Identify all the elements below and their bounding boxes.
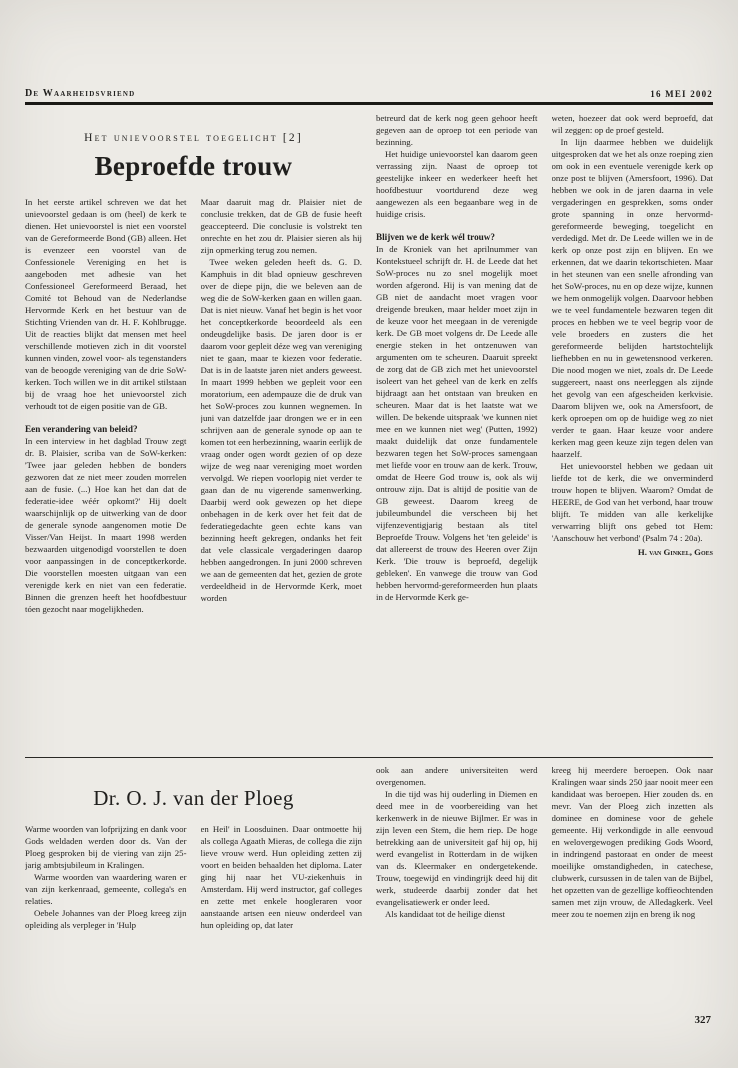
article2-column-3 bbox=[376, 764, 538, 1008]
article-beproefde-trouw bbox=[25, 112, 713, 757]
article2-column-4 bbox=[552, 764, 714, 1008]
page-number: 327 bbox=[694, 1014, 711, 1026]
issue-date: 16 MEI 2002 bbox=[650, 89, 713, 99]
article2-title: Dr. O. J. van der Ploeg bbox=[93, 786, 294, 810]
paragraph: weten, hoezeer dat ook werd beproefd, dat wil zeggen: op de proef gesteld. bbox=[551, 113, 713, 135]
article-van-der-ploeg bbox=[25, 764, 713, 1008]
paragraph: Het unievoorstel hebben we gedaan uit liefde tot de kerk, die we onverminderd trouw hopen te blijven. Waarom? Omdat de HEERE, de God van het verbond, haar trouw blijft. Te midden van alle kerkelijke verwarring blijft ons gebed tot Hem: 'Aanschouw het verbond' (Psalm 74 : 20a). bbox=[551, 461, 713, 543]
paragraph: In lijn daarmee hebben we duidelijk uitgesproken dat we het als onze roeping zien om ook in een eventuele verenigde kerk op onze post te blijven (Amersfoort, 1996). Dat hebben we ook in de jaren daarna in vele vergaderingen en gesprekken, soms onder grote spanning in onze hervormd-gereformeerde beweging, toegelicht en verdedigd. Met dr. De Leede willen we in de kerk op onze post zijn en blijven. En we erkennen, dat we daarin tekortschieten. Maar in het steunen van een snelle afronding van het SoW-proces, nu en op deze wijze, kunnen we hem onmogelijk volgen. Daarvoor hebben we te veel fundamentele bezwaren tegen dit proces en hebben we te veel begrip voor de vele broeders en zusters die het gereformeerde belijden hartstochtelijk liefhebben en nu in gewetensnood verkeren. Die nood mogen we niet, zoals dr. De Leede suggereert, naast ons neerleggen als zijnde het gevolg van een afgescheiden kerkvisie. Daarom blijven we, ook na Amersfoort, de kerk oproepen om op de huidige weg zo niet verder te gaan. Haar keuze voor andere kerken mag geen keuze zijn tegen delen van haarzelf. bbox=[551, 137, 713, 459]
paragraph: Het huidige unievoorstel kan daarom geen verrassing zijn. Naast de oproep tot geestelijke inkeer en wederkeer heeft het hoofdbestuur voortdurend deze weg aangewezen als een begaanbare weg in de huidige crisis. bbox=[376, 149, 538, 219]
paragraph: Maar daaruit mag dr. Plaisier niet de conclusie trekken, dat de GB de fusie heeft geaccepteerd. Die conclusie is volstrekt ten onrechte en het zou dr. Plaisier sieren als hij zijn opmerking terug zou nemen. bbox=[200, 197, 362, 255]
article1-column-1 bbox=[25, 196, 187, 757]
author-signature: H. van Ginkel, Goes bbox=[637, 547, 713, 557]
article1-subhead-2: Blijven we de kerk wél trouw? bbox=[376, 232, 496, 242]
masthead bbox=[25, 88, 713, 105]
paragraph: Twee weken geleden heeft ds. G. D. Kamphuis in dit blad opnieuw geschreven over de diepe pijn, die we beleven aan de weg die de SoW-kerken gaan en willen gaan. Dat is niet nieuw. Vanaf het begin is het voor het conceptkerkorde beoordeeld als een ondeugdelijke basis. De jaren door is er daarom voor gepleit déze weg van vereniging niet te gaan, maar te kiezen voor federatie. Dat is in de laatste jaren niet anders geweest. In maart 1999 hebben we gepleit voor een moratorium, een adempauze die de druk van het SoW-proces zou kunnen wegnemen. In juni van datzelfde jaar drongen we er in een schrijven aan de generale synode op aan te komen tot een herbezinning, waarin eerlijk de vraag onder ogen wordt gezien of op deze wijze de weg naar vereniging moet worden vervolgd. We riepen voorlopig niet verder te gaan dan de nu vigerende samenwerking. Daarbij werd ook gewezen op het diepe onbehagen in de kerk over het feit dat de federatiegedachte geen echte kans van bezinning heeft gekregen, ondanks het feit dat vele classicale vergaderingen daarop hebben aangedrongen. In juni 2000 schreven we aan de gemeenten dat het, gezien de grote verdeeldheid in de Hervormde Kerk, moet worden bbox=[200, 257, 362, 603]
paragraph: betreurd dat de kerk nog geen gehoor heeft gegeven aan de oproep tot een periode van bezinning. bbox=[376, 113, 538, 147]
article1-subhead-1: Een verandering van beleid? bbox=[25, 424, 138, 434]
article1-title: Beproefde trouw bbox=[94, 151, 293, 181]
article1-column-3 bbox=[376, 112, 538, 757]
article1-kicker: Het unievoorstel toegelicht [2] bbox=[84, 132, 303, 144]
article1-column-4 bbox=[552, 112, 714, 757]
paragraph: In een interview in het dagblad Trouw zegt dr. B. Plaisier, scriba van de SoW-kerken: 'Twee jaar geleden hebben de bonders gezworen dat ze niet meer zouden morrelen aan de fusie. (...) Hoe kan het dan dat de federatie-idee wéér opkomt?' Hij doelt waarschijnlijk op de uitwerking van de door de generale synode aangenomen motie De Visser/Van Heijst. In maart 1998 werden bezwaarden uitgenodigd voorstellen te doen voor aanpassingen in de conceptkerkorde. Die voorstellen moesten uitgaan van een verenigde kerk en niet van een federatie. Binnen die grenzen heeft het hoofdbestuur tóen gezocht naar mogelijkheden. bbox=[25, 436, 187, 614]
paragraph: In die tijd was hij ouderling in Diemen en deed mee in de voorbereiding van het kerkenwerk in de nieuwe Bijlmer. Er was in zijn leven een Stem, die hem riep. De hoge betrekking aan de universiteit gaf hij op, hij werd evangelist in Rotterdam in de wijken van ds. Kleermaker en ondergetekende. Trouw, toegewijd en vindingrijk deed hij dit werk, studeerde daarbij zonder dat het evangelisatiewerk er onder leed. bbox=[376, 789, 538, 907]
article1-title-block bbox=[25, 112, 362, 196]
article2-column-1 bbox=[25, 823, 187, 1008]
paragraph: Oebele Johannes van der Ploeg kreeg zijn opleiding als verpleger in 'Hulp bbox=[25, 908, 187, 930]
paragraph: In het eerste artikel schreven we dat het unievoorstel gedaan is om (heel) de kerk te dienen. Het unievoorstel is niet een voorstel van de Gereformeerde Bond (GB) alleen. Het is evenzeer een voorstel van de Confessionele Vereniging en het is aangeboden met adhesie van het Confessioneel Gereformeerd Beraad, het Comité tot Behoud van de Nederlandse Hervormde Kerk en het bestuur van de Stichting Vrienden van dr. H. F. Kohlbrugge. Uit de reacties blijkt dat mensen met heel verschillende motieven zich in dit voorstel kunnen vinden, zowel voor- als tegenstanders van de beoogde vereniging van de drie SoW-kerken. Toch willen we in dit artikel stilstaan bij de vraag hoe het unievoorstel zich verhoudt tot de eigen positie van de GB. bbox=[25, 197, 187, 411]
paragraph: ook aan andere universiteiten werd overgenomen. bbox=[376, 765, 538, 787]
paragraph: Als kandidaat tot de heilige dienst bbox=[385, 909, 505, 919]
publication-name: De Waarheidsvriend bbox=[25, 88, 136, 99]
paragraph: en Heil' in Loosduinen. Daar ontmoette hij als collega Agaath Mieras, de collega die zijn lieve vrouw werd. Hun opleiding zetten zij voort en beiden behaalden het diploma. Later ging hij naar het VU-ziekenhuis in Amsterdam. Hij werd instructor, gaf colleges en zette met enkele hoogleraren voor aanstaande artsen een nieuw onderdeel van hun opleiding op, dat later bbox=[200, 824, 362, 930]
article1-column-2 bbox=[201, 196, 363, 757]
article2-title-block bbox=[25, 764, 362, 823]
paragraph: In de Kroniek van het aprilnummer van Kontekstueel schrijft dr. H. de Leede dat het SoW-proces nu zo snel mogelijk moet worden afgerond. Hij is van mening dat de GB niet de aandacht moet vragen voor dreigende breuken, maar helder moet zijn in de keuze voor het meegaan in de verenigde kerk. De GB moet volgens dr. De Leede alle energie steken in het ontzenuwen van argumenten om te scheuren. Daaruit spreekt de zorg dat de GB zich met het unievoorstel isoleert van het geheel van de kerk en zelfs bijdraagt aan het ontstaan van breuken en scheuren. Maar dat is het laatste wat we willen. De bekende uitspraak 'we kunnen niet mee en we kunnen niet weg' (Putten, 1992) maakt duidelijk dat onze fundamentele bezwaren tegen het SoW-proces samengaan met liefde voor en trouw aan de kerk. Trouw, omdat de Heere God trouw is, ook als wij ontrouw zijn. Dat is altijd de positie van de GB geweest. Daarom kreeg de jubileumbundel die verscheen bij het vijfenzeventigjarig bestaan als titel Beproefde Trouw. Volgens het 'ten geleide' is dat allereerst de trouw des Heeren over Zijn Kerk. 'Die trouw is beproefd, degelijk gebleken'. En vanwege die trouw van God hebben hervormd-gereformeerden hun plaats in de Hervormde Kerk ge- bbox=[376, 244, 538, 602]
section-divider-rule bbox=[25, 757, 713, 758]
paragraph: kreeg hij meerdere beroepen. Ook naar Kralingen waar sinds 250 jaar nooit meer een kandidaat was beroepen. Hier zouden ds. en mevr. Van der Ploeg zich inzetten als dominee en dominese voor de gehele gemeente. Hij verkondigde in alle eenvoud en welovergewogen prediking Gods Woord, in indringend pastoraat en onder de meest moeilijke omstandigheden, in catechese, clubwerk, cursussen in de talen van de Bijbel, het opzetten van de gezellige koffieochtenden samen met zijn vrouw, de Alledagkerk. Veel meer zou te noemen zijn en breng ik nog bbox=[551, 765, 713, 919]
paragraph: Warme woorden van lofprijzing en dank voor Gods weldaden werden door ds. Van der Ploeg gesproken bij de viering van zijn 25-jarig ambtsjubileum in Kralingen. bbox=[25, 824, 187, 870]
paragraph: Warme woorden van waardering waren er van zijn kerkenraad, gemeente, collega's en relaties. bbox=[25, 872, 187, 906]
article2-column-2 bbox=[201, 823, 363, 1008]
